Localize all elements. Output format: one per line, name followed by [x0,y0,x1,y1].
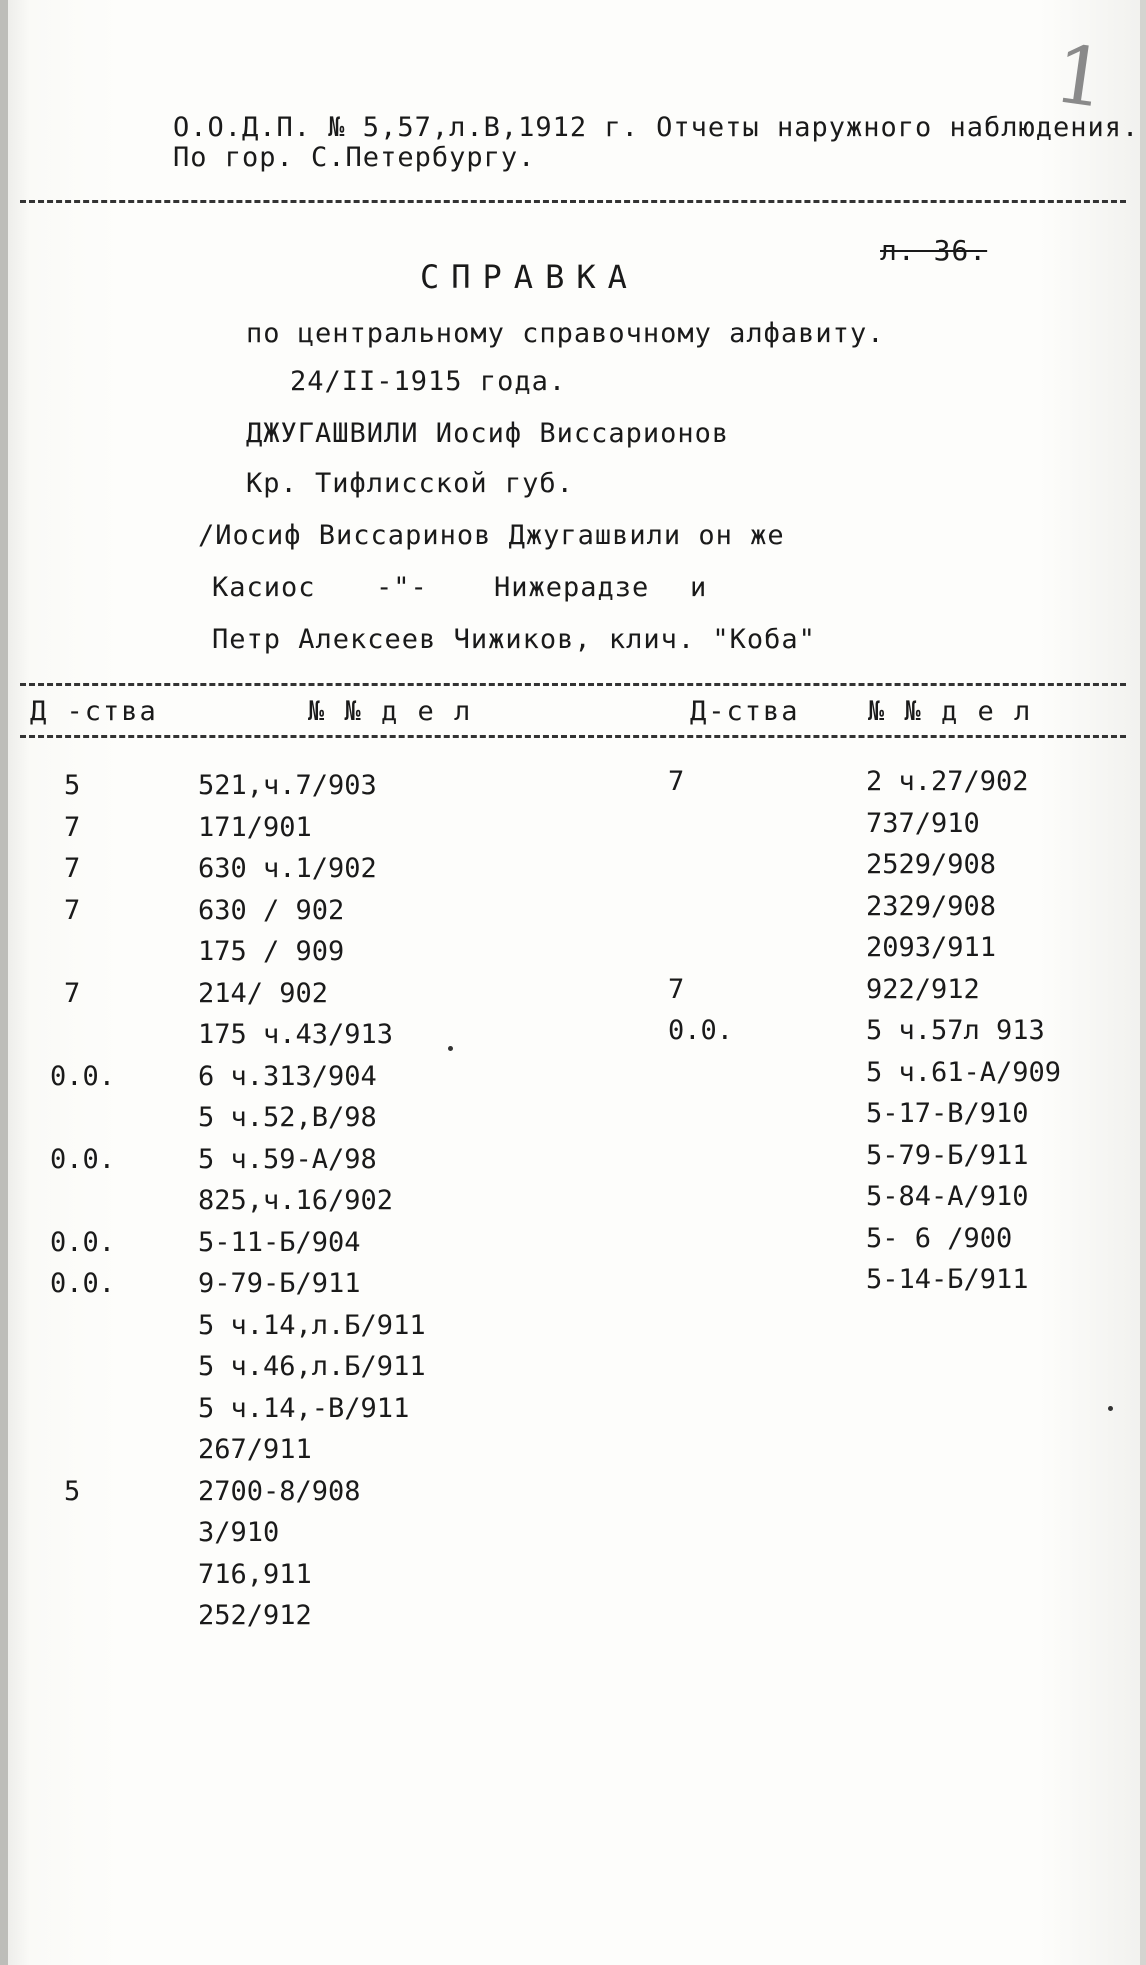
right-case-cell: 5 ч.57л 913 [866,1015,1045,1046]
right-case-cell: 5-17-В/910 [866,1098,1029,1129]
right-dstva-cell: 7 [668,973,685,1005]
stray-mark [448,1046,453,1051]
left-case-cell: 521,ч.7/903 [198,770,377,801]
left-case-cell: 175 ч.43/913 [198,1019,394,1050]
left-dstva-cell: 7 [64,977,81,1009]
subtitle: по центральному справочному алфавиту. [246,318,885,349]
alias-first-name: Касиос [212,572,316,603]
page-left-edge [0,0,8,1965]
right-case-cell: 5- 6 /900 [866,1222,1013,1254]
left-dstva-cell: 7 [64,811,81,843]
divider-table-top [20,683,1126,686]
archive-reference: О.О.Д.П. № 5,57,л.В,1912 г. Отчеты наружного наблюдения. [173,112,1140,143]
right-case-cell: 5-84-А/910 [866,1181,1029,1212]
column-header-cases-left: № № д е л [308,696,473,727]
left-case-cell: 825,ч.16/902 [198,1185,394,1216]
left-case-cell: 6 ч.313/904 [198,1060,377,1092]
left-case-cell: 5 ч.46,л.Б/911 [198,1351,426,1382]
left-case-cell: 9-79-Б/911 [198,1268,361,1299]
left-case-cell: 267/911 [198,1434,312,1465]
right-case-cell: 922/912 [866,973,980,1005]
right-case-cell: 5-14-Б/911 [866,1264,1029,1295]
alias-surname: Нижерадзе [494,572,650,603]
divider-top [20,200,1126,203]
left-dstva-cell: 0.0. [50,1060,116,1092]
left-dstva-cell: 0.0. [50,1226,116,1258]
person-origin: Кр. Тифлисской губ. [246,468,574,499]
left-dstva-cell: 0.0. [50,1268,116,1299]
left-case-cell: 5 ч.59-А/98 [198,1143,377,1175]
right-case-cell: 5-79-Б/911 [866,1139,1029,1171]
left-dstva-cell: 7 [64,894,81,926]
left-case-cell: 5 ч.14,л.Б/911 [198,1309,426,1341]
column-header-cases-right: № № д е л [868,696,1033,727]
left-case-cell: 3/910 [198,1517,280,1548]
ditto-mark: -"- [376,572,428,603]
left-case-cell: 5-11-Б/904 [198,1226,361,1258]
right-case-cell: 737/910 [866,807,980,839]
column-header-dstva-right: Д-ства [690,696,800,727]
folio-number: 1 [1048,26,1113,127]
left-dstva-cell: 5 [64,1475,81,1507]
left-case-cell: 630 / 902 [198,894,345,926]
column-header-dstva-left: Д -ства [30,696,158,727]
left-case-cell: 5 ч.52,В/98 [198,1102,377,1133]
left-case-cell: 630 ч.1/902 [198,853,377,884]
right-case-cell: 2093/911 [866,932,997,963]
sheet-number: л. 36. [880,234,988,267]
alias-line-3: Петр Алексеев Чижиков, клич. "Коба" [212,624,816,655]
left-case-cell: 214/ 902 [198,977,329,1009]
alias-and: и [690,572,708,603]
left-case-cell: 252/912 [198,1600,312,1631]
right-case-cell: 5 ч.61-А/909 [866,1056,1062,1088]
right-case-cell: 2 ч.27/902 [866,766,1029,797]
right-dstva-cell: 7 [668,766,685,797]
city-line: По гор. С.Петербургу. [173,142,536,173]
date-line: 24/II-1915 года. [290,366,567,397]
right-case-cell: 2529/908 [866,849,997,880]
right-case-cell: 2329/908 [866,890,997,922]
divider-table-header [20,735,1126,738]
left-case-cell: 171/901 [198,811,312,843]
left-case-cell: 2700-8/908 [198,1475,361,1507]
left-case-cell: 175 / 909 [198,936,345,967]
stray-mark [1108,1406,1113,1411]
alias-line-1: /Иосиф Виссаринов Джугашвили он же [198,520,785,551]
page-right-edge [1140,0,1146,1965]
left-dstva-cell: 0.0. [50,1143,116,1175]
person-name: ДЖУГАШВИЛИ Иосиф Виссарионов [246,418,730,449]
right-dstva-cell: 0.0. [668,1015,734,1046]
page-title: СПРАВКА [420,258,639,296]
left-case-cell: 716,911 [198,1558,312,1590]
left-case-cell: 5 ч.14,-В/911 [198,1392,410,1424]
left-dstva-cell: 5 [64,770,81,801]
left-dstva-cell: 7 [64,853,81,884]
